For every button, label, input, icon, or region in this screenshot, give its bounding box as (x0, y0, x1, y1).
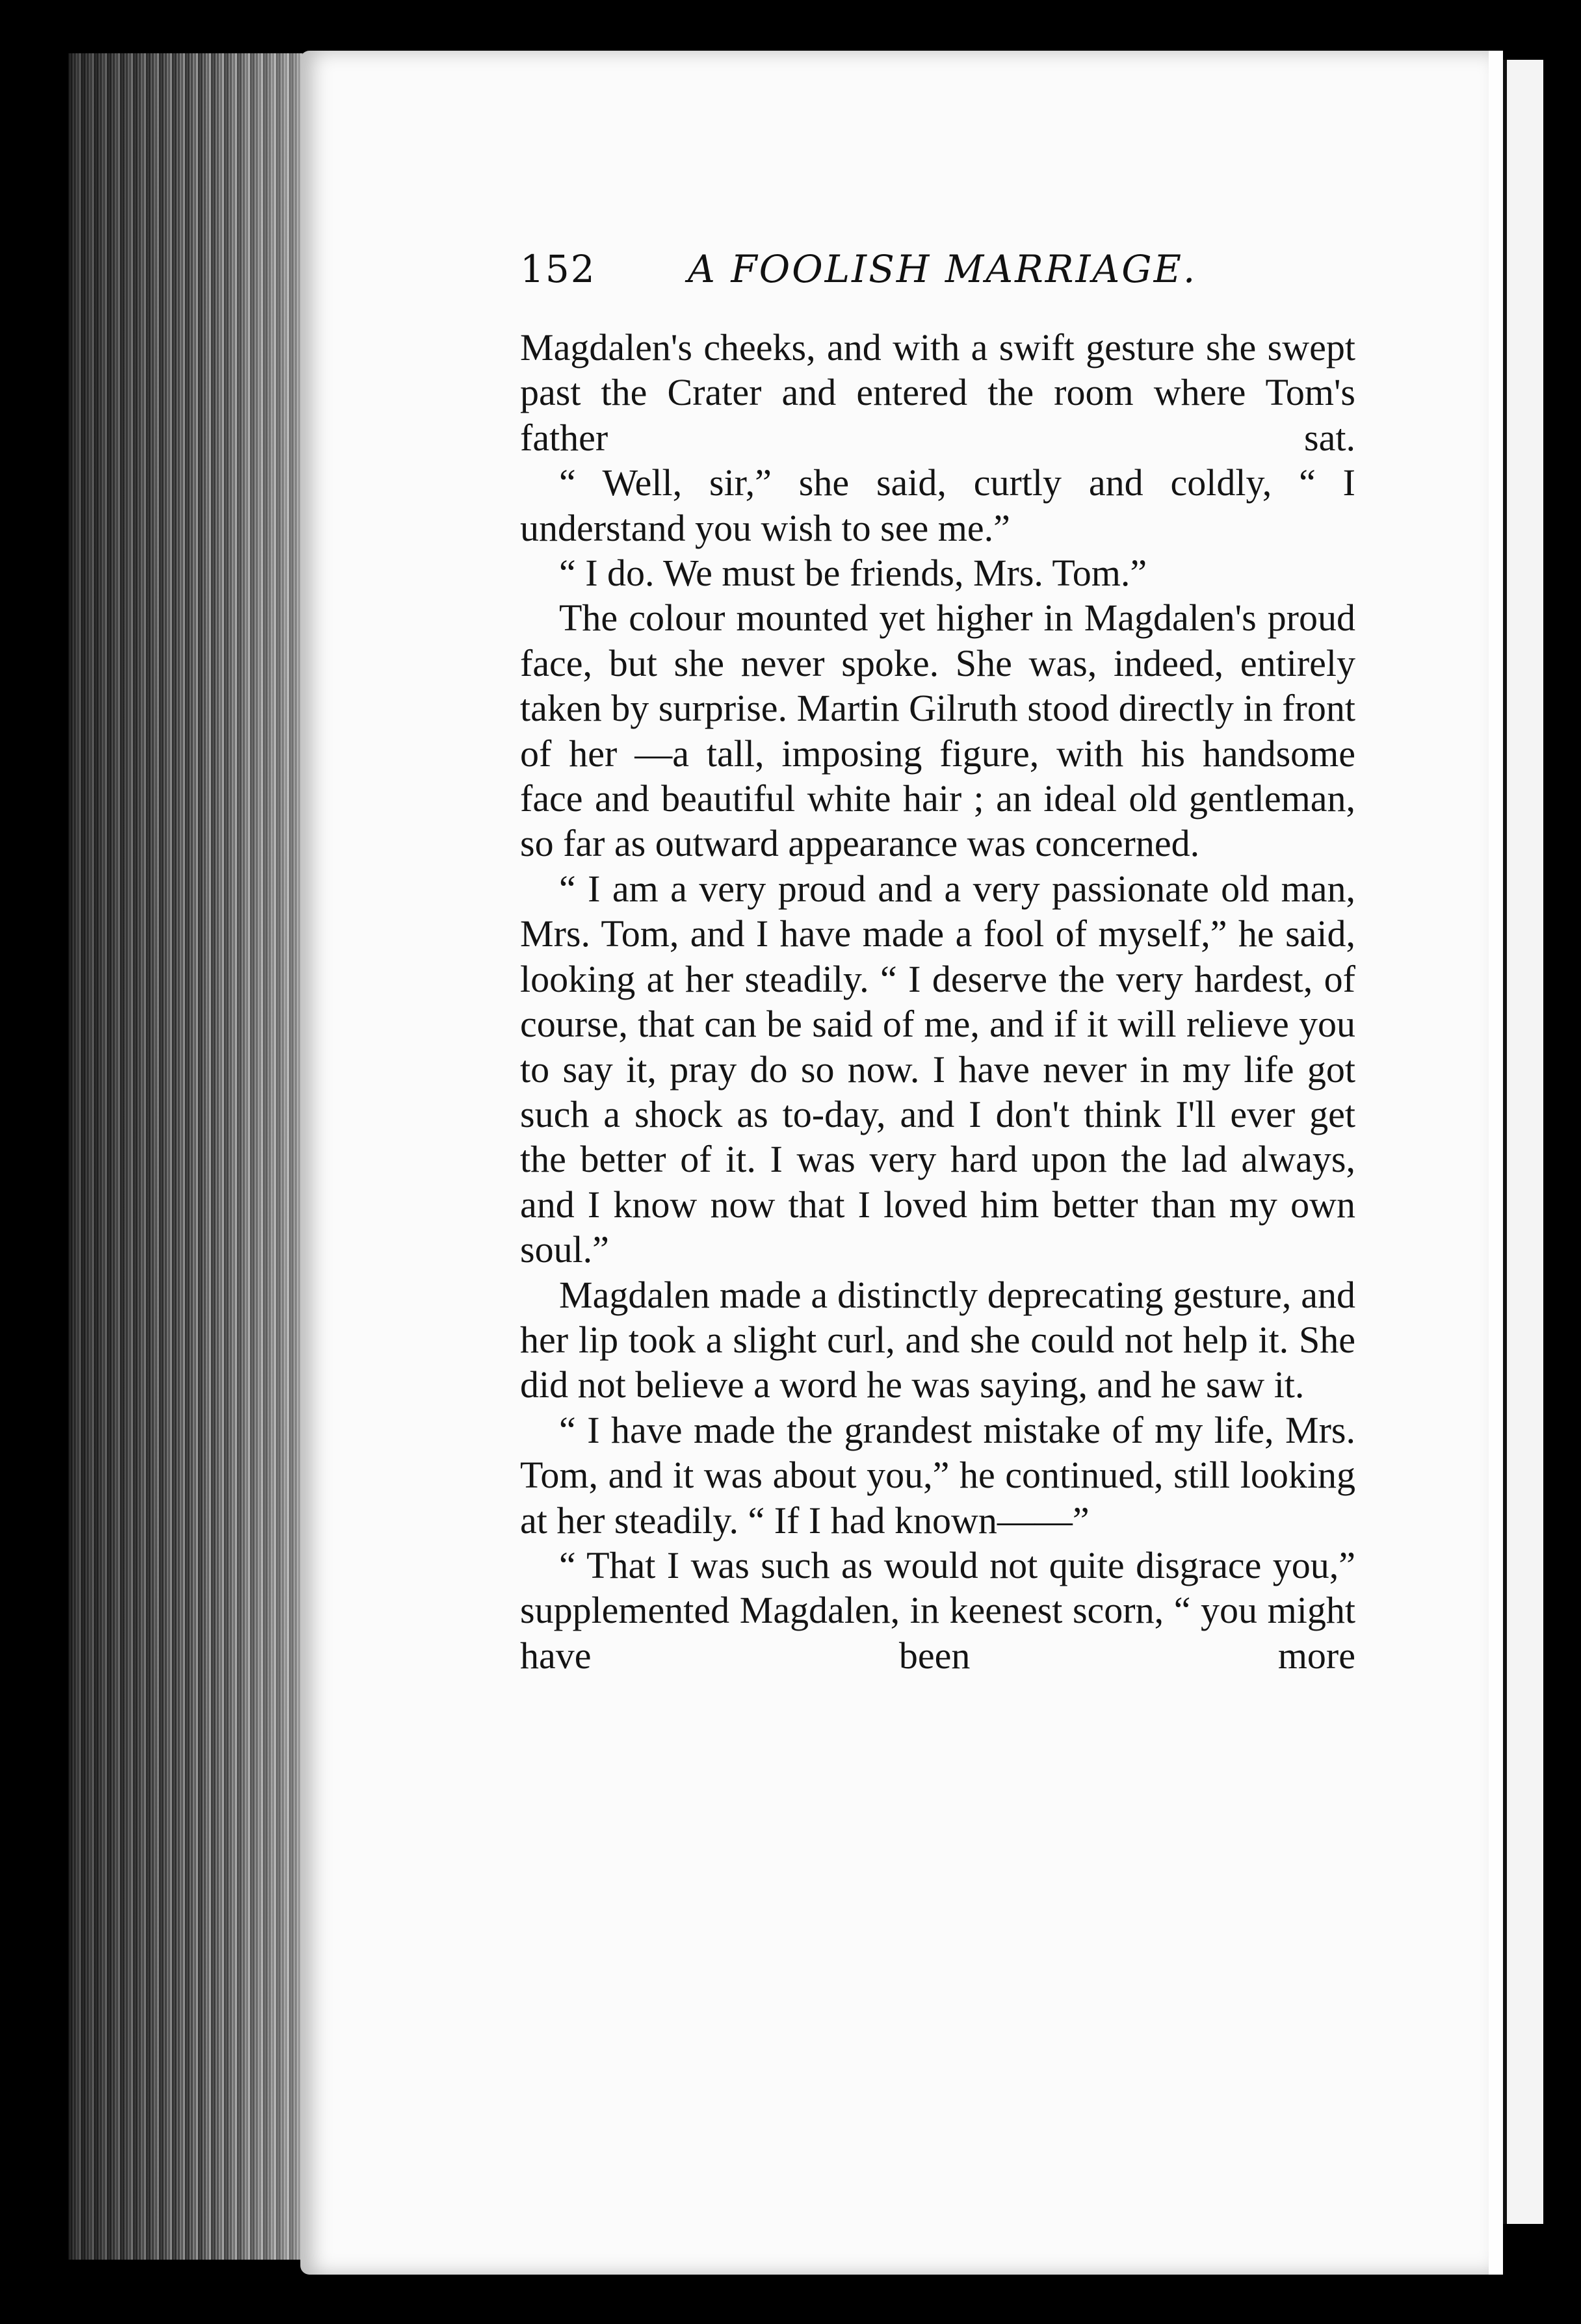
facing-page-edge (1503, 60, 1543, 2224)
paragraph: Magdalen's cheeks, and with a swift gesture she swept past the Crater and entered the room where Tom's father sat. (520, 326, 1355, 459)
paragraph: “ I have made the grandest mistake of my life, Mrs. Tom, and it was about you,” he continued, still looking at her steadily. “ If I had known——” (520, 1408, 1355, 1542)
page-header (520, 247, 1352, 299)
paragraph: “ That I was such as would not quite disgrace you,” supplemented Magdalen, in keenest scorn, “ you might have been more (520, 1543, 1355, 1677)
paragraph: “ I am a very proud and a very passionate old man, Mrs. Tom, and I have made a fool of myself,” he said, looking at her steadily. “ I deserve the very hardest, of course, that can be said of me, and if it will relieve you to say it, pray do so now. I have never in my life got such a shock as to-day, and I don't think I'll ever get the better of it. I was very hard upon the lad always, and I know now that I loved him better than my own soul.” (520, 867, 1355, 1271)
paragraph: “ Well, sir,” she said, curtly and coldly, “ I understand you wish to see me.” (520, 461, 1355, 549)
body-text (520, 325, 1355, 1678)
page-edges-shadow (68, 53, 315, 2260)
page-gutter (1489, 51, 1503, 2275)
paragraph: “ I do. We must be friends, Mrs. Tom.” (559, 552, 1147, 595)
running-title: A FOOLISH MARRIAGE. (688, 247, 1197, 291)
paragraph: The colour mounted yet higher in Magdalen's proud face, but she never spoke. She was, indeed, entirely taken by surprise. Martin Gilruth stood directly in front of her —a tall, imposing figure, with his handsome face and beautiful white hair ; an ideal old gentleman, so far as outward appearance was concerned. (520, 597, 1355, 865)
page-number: 152 (520, 247, 596, 291)
paragraph: Magdalen made a distinctly deprecating gesture, and her lip took a slight curl, and she could not help it. She did not believe a word he was saying, and he saw it. (520, 1273, 1355, 1406)
